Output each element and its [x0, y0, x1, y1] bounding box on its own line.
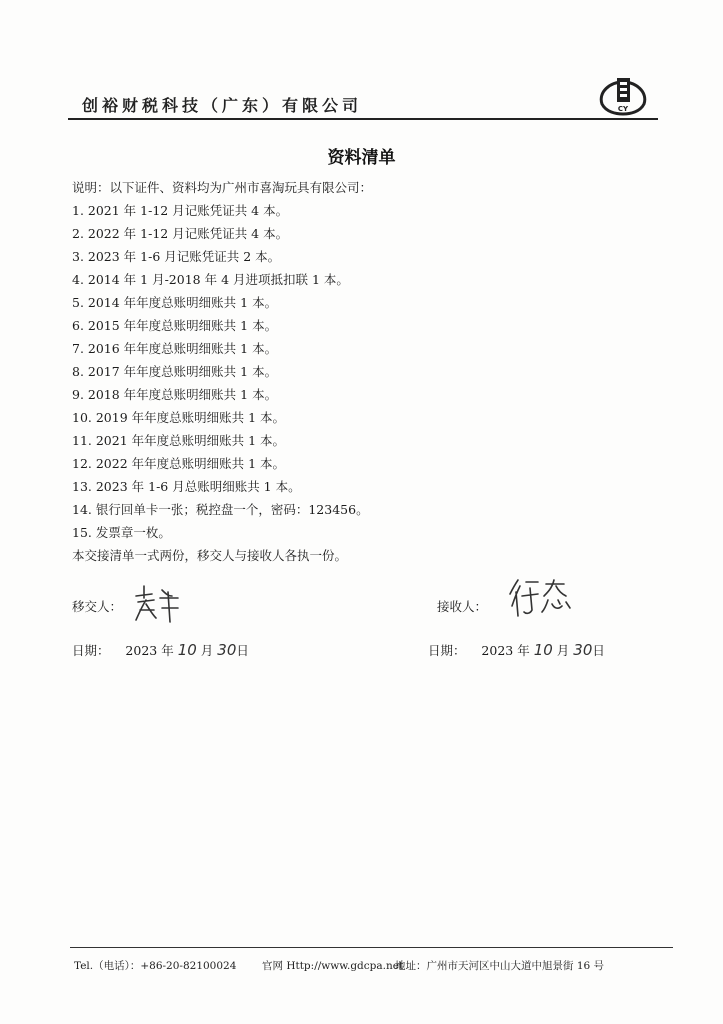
date-day-label: 日	[236, 643, 249, 658]
date-month-label: 月	[556, 643, 570, 658]
list-item: 14. 银行回单卡一张；税控盘一个，密码：123456。	[72, 502, 369, 517]
company-logo-icon	[596, 74, 650, 118]
date-label: 日期：	[428, 643, 466, 658]
date-year: 2023 年	[125, 643, 174, 658]
intro-text: 说明：以下证件、资料均为广州市喜淘玩具有限公司：	[72, 180, 373, 195]
list-item: 10. 2019 年年度总账明细账共 1 本。	[72, 410, 286, 425]
date-right	[428, 641, 605, 659]
list-item: 15. 发票章一枚。	[72, 525, 171, 540]
date-day-label: 日	[592, 643, 605, 658]
footer-website: 官网 Http://www.gdcpa.net	[262, 960, 404, 972]
list-item: 8. 2017 年年度总账明细账共 1 本。	[72, 364, 278, 379]
list-item: 9. 2018 年年度总账明细账共 1 本。	[72, 387, 278, 402]
list-item: 5. 2014 年年度总账明细账共 1 本。	[72, 295, 278, 310]
document-title: 资料清单	[327, 148, 396, 168]
date-handwritten-month: 10	[177, 641, 197, 659]
list-item: 3. 2023 年 1-6 月记账凭证共 2 本。	[72, 249, 281, 264]
date-handwritten-day: 30	[217, 641, 237, 659]
date-month-label: 月	[200, 643, 214, 658]
date-handwritten-day: 30	[573, 641, 593, 659]
list-item: 13. 2023 年 1-6 月总账明细账共 1 本。	[72, 479, 301, 494]
header-rule	[68, 118, 658, 120]
date-label: 日期：	[72, 643, 110, 658]
list-item: 2. 2022 年 1-12 月记账凭证共 4 本。	[72, 226, 289, 241]
footer-tel: Tel.（电话）：+86-20-82100024	[74, 960, 237, 972]
company-name: 创裕财税科技（广东）有限公司	[82, 96, 363, 115]
date-year: 2023 年	[481, 643, 530, 658]
logo-letters: CY	[617, 105, 629, 113]
date-left	[72, 641, 249, 659]
list-item: 1. 2021 年 1-12 月记账凭证共 4 本。	[72, 203, 289, 218]
receiver-label: 接收人：	[437, 599, 488, 614]
transferor-signature	[132, 582, 182, 624]
list-item: 12. 2022 年年度总账明细账共 1 本。	[72, 456, 286, 471]
closing-text: 本交接清单一式两份，移交人与接收人各执一份。	[72, 548, 348, 563]
footer-rule	[70, 947, 673, 948]
transferor-label: 移交人：	[72, 599, 123, 614]
footer-address: 地址：广州市天河区中山大道中旭景街 16 号	[395, 960, 605, 972]
list-item: 11. 2021 年年度总账明细账共 1 本。	[72, 433, 286, 448]
receiver-signature	[508, 576, 574, 620]
list-item: 7. 2016 年年度总账明细账共 1 本。	[72, 341, 278, 356]
list-item: 4. 2014 年 1 月-2018 年 4 月进项抵扣联 1 本。	[72, 272, 349, 287]
list-item: 6. 2015 年年度总账明细账共 1 本。	[72, 318, 278, 333]
date-handwritten-month: 10	[533, 641, 553, 659]
